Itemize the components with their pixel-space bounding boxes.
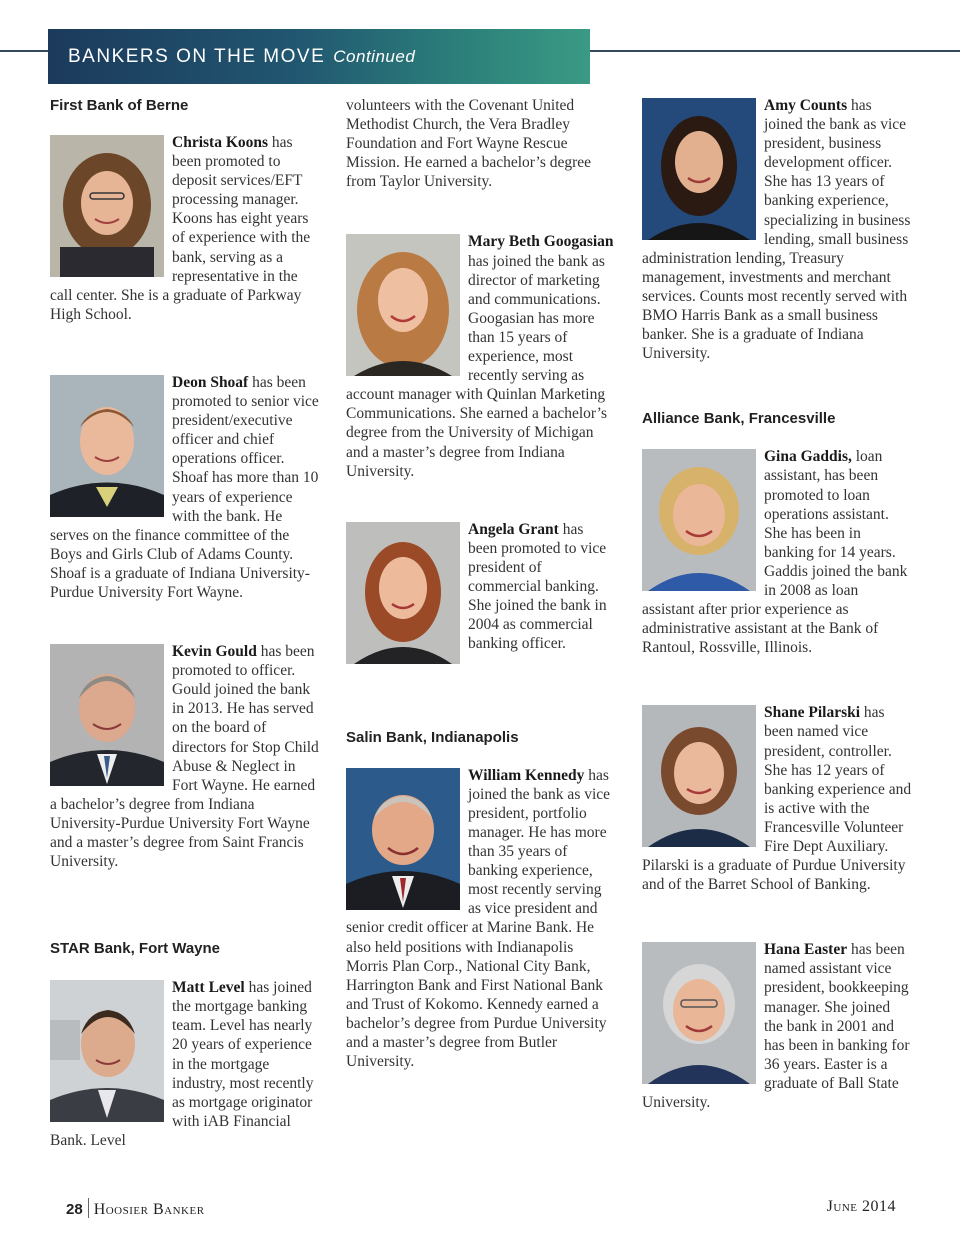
bio-text: has been promoted to senior vice president/executive officer and chief operations officer. Shoaf has more than 10 years of experience with the bank. He serves on the finance committee of the Boys and Girls Club of Adams County. Shoaf is a graduate of Indiana University-Purdue University Fort Wayne.	[50, 373, 319, 601]
header-rule-left	[0, 50, 48, 52]
article-shoaf	[50, 373, 320, 602]
section-title: BANKERS ON THE MOVE	[68, 45, 326, 67]
portrait-photo	[642, 942, 756, 1084]
bio-text: has been named assistant vice president, bookkeeping manager. She joined the bank in 2001 and has been in banking for 36 years. Easter is a graduate of Ball State University.	[642, 941, 910, 1112]
portrait-photo	[50, 135, 164, 277]
portrait-photo	[346, 522, 460, 664]
bio-text: loan assistant, has been promoted to loan operations assistant. She has been in banking for 14 years. Gaddis joined the bank in 2008 as loan assistant after prior experience as administrative assistant at the Bank of Rantoul, Rossville, Illinois.	[642, 448, 908, 657]
article-gaddis	[642, 447, 912, 657]
column-2	[346, 96, 616, 1071]
article-koons	[50, 133, 320, 324]
issue-date: June 2014	[826, 1198, 896, 1215]
bank-heading: STAR Bank, Fort Wayne	[50, 940, 221, 958]
section-continued: Continued	[333, 46, 416, 66]
footer-divider	[88, 1198, 89, 1218]
person-name: William Kennedy	[468, 766, 585, 784]
article-gould	[50, 642, 320, 871]
portrait-photo	[642, 705, 756, 847]
page-number: 28	[66, 1201, 83, 1218]
article-pilarski	[642, 703, 912, 894]
portrait-photo	[50, 375, 164, 517]
portrait-photo	[50, 980, 164, 1122]
bank-heading: First Bank of Berne	[50, 97, 189, 114]
bio-text: has been promoted to deposit services/EFT processing manager. Koons has eight years of experience with the bank, serving as a representative in the call center. She is a graduate of Parkway High School.	[50, 134, 311, 323]
bio-text: has been promoted to officer. Gould joined the bank in 2013. He has served on the board of directors for Stop Child Abuse & Neglect in Fort Wayne. He earned a bachelor’s degree from Indiana University-Purdue University Fort Wayne and a master’s degree from Saint Francis University.	[50, 643, 319, 871]
bio-text: has been named vice president, controller. She has 12 years of banking experience and is active with the Francesville Volunteer Fire Dept Auxiliary. Pilarski is a graduate of Purdue University and of the Barret School of Banking.	[642, 704, 912, 894]
article-grant	[346, 520, 616, 666]
footer-left	[66, 1198, 205, 1219]
portrait-photo	[642, 449, 756, 591]
person-name: Deon Shoaf	[172, 373, 249, 391]
portrait-photo	[346, 768, 460, 910]
person-name: Christa Koons	[172, 134, 269, 151]
portrait-photo	[50, 644, 164, 786]
bio-text: has joined the bank as director of marketing and communications. Googasian has more than 15 years of experience, most recently serving as account manager with Quinlan Marketing Communications. She earned a bachelor’s degree from the University of Michigan and a master’s degree from Indiana University.	[346, 252, 607, 480]
person-name: Amy Counts	[764, 97, 848, 114]
person-name: Hana Easter	[764, 941, 848, 959]
person-name: Gina Gaddis,	[764, 448, 852, 466]
article-counts	[642, 96, 912, 363]
person-name: Shane Pilarski	[764, 704, 861, 722]
article-googasian	[346, 232, 616, 480]
bio-text: has joined the bank as vice president, portfolio manager. He has more than 35 years of banking experience, most recently serving as vice president and senior credit officer at Marine Bank. He also held positions with Indianapolis Morris Plan Corp., National City Bank, Harrington Bank and First National Bank and Trust of Kokomo. Kennedy earned a bachelor’s degree from Purdue University and a master’s degree from Butler University.	[346, 766, 611, 1071]
person-name: Kevin Gould	[172, 643, 257, 661]
footer-right	[827, 1198, 896, 1216]
person-name: Matt Level	[172, 979, 245, 997]
person-name: Angela Grant	[468, 520, 559, 538]
bio-text: has joined the bank as vice president, business development officer. She has 13 years of banking experience, specializing in business lending, small business administration lending, Treasury management, investments and merchant services. Counts most recently served with BMO Harris Bank as a small business banker. She is a graduate of Indiana University.	[642, 97, 911, 363]
continued-text: volunteers with the Covenant United Methodist Church, the Vera Bradley Foundation and Fort Wayne Rescue Mission. He earned a bachelor’s degree from Taylor University.	[346, 97, 592, 191]
portrait-photo	[642, 98, 756, 240]
section-banner	[48, 29, 590, 84]
article-easter	[642, 940, 912, 1112]
bank-heading: Alliance Bank, Francesville	[642, 410, 836, 428]
column-1	[50, 96, 320, 1150]
article-kennedy	[346, 766, 616, 1072]
article-level	[50, 978, 320, 1150]
column-3	[642, 96, 912, 1112]
bio-text: has been promoted to vice president of commercial banking. She joined the bank in 2004 as commercial banking officer.	[468, 520, 607, 653]
bank-heading: Salin Bank, Indianapolis	[346, 728, 519, 746]
portrait-photo	[346, 234, 460, 376]
magazine-name: Hoosier Banker	[93, 1201, 205, 1218]
header-rule-right	[590, 50, 960, 52]
bio-text: has joined the mortgage banking team. Level has nearly 20 years of experience in the mortgage industry, most recently as mortgage originator with iAB Financial Bank. Level	[50, 979, 314, 1149]
person-name: Mary Beth Googasian	[468, 233, 614, 251]
